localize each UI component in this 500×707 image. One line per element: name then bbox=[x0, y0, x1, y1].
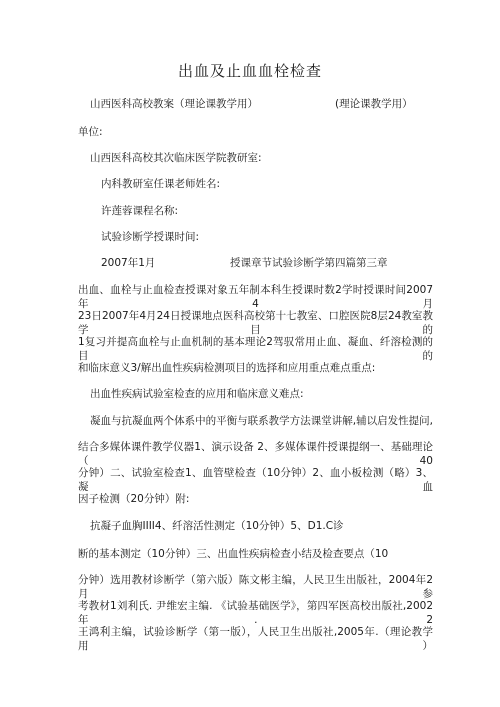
header-right: (理论课教学用） bbox=[335, 98, 413, 110]
paragraph-3-line-4: 因子检测（20分钟）附: bbox=[78, 493, 190, 505]
paragraph-1-line-3: 1复习并提高血栓与止血机制的基本理论2驾驭常用止血、凝血、纤溶检测的目的 bbox=[78, 336, 433, 362]
teacher-line: 内科教研室任课老师姓名: bbox=[101, 178, 221, 190]
course-line: 许莲蓉课程名称: bbox=[101, 205, 179, 217]
date-text: 2007年1月 bbox=[101, 257, 156, 269]
paragraph-5-line-1: 分钟）选用教材诊断学（第六版）陈文彬主编，人民卫生出版社，2004年2月参 bbox=[78, 574, 433, 600]
paragraph-4-line-2: 断的基本测定（10分钟）三、出血性疾病检查小结及检查要点（10 bbox=[78, 548, 389, 560]
paragraph-2: 出血性疾病试验室检查的应用和临床意义难点: bbox=[90, 388, 304, 400]
header-left: 山西医科高校教案（理论课教学用） bbox=[90, 98, 258, 110]
paragraph-5-line-2: 考教材1刘利氏. 尹维宏主编. 《试验基础医学》，第四军医高校出版社,2002年. 2 bbox=[78, 600, 433, 626]
department-line: 山西医科高校其次临床医学院教研室: bbox=[90, 152, 262, 164]
paragraph-3-line-2: 结合多媒体课件教学仪器1、演示设备 2、多媒体课件授课提纲一、基础理论（40 bbox=[78, 441, 433, 467]
paragraph-5-line-3: 王鸿利主编，试验诊断学（第一版），人民卫生出版社,2005年.（理论教学用） bbox=[78, 626, 433, 652]
time-line: 试验诊断学授课时间: bbox=[101, 231, 200, 243]
paragraph-4-line-1: 抗凝子血胸IIII4、纤溶活性测定（10分钟）5、D1.C诊 bbox=[90, 520, 344, 532]
paragraph-1-line-4: 和临床意义3/解出血性疾病检测项目的选择和应用重点难点重点: bbox=[78, 362, 376, 374]
paragraph-3-line-3: 分钟）二、试验室检查1、血管壁检查（10分钟）2、血小板检测（略）3、凝血 bbox=[78, 467, 433, 493]
unit-label: 单位: bbox=[78, 126, 103, 138]
paragraph-1-line-1: 出血、血栓与止血检查授课对象五年制本科生授课时数2学时授课时间2007年4月 bbox=[78, 284, 433, 310]
paragraph-3-line-1: 凝血与抗凝血两个体系中的平衡与联系教学方法课堂讲解,辅以启发性提问, bbox=[90, 415, 433, 427]
paragraph-1-line-2: 23日2007年4月24日授课地点医科高校第十七教室、口腔医院8层24教室教学目的 bbox=[78, 310, 433, 336]
chapter-text: 授课章节试验诊断学第四篇第三章 bbox=[230, 257, 388, 269]
document-title: 出血及止血血栓检查 bbox=[177, 62, 322, 80]
